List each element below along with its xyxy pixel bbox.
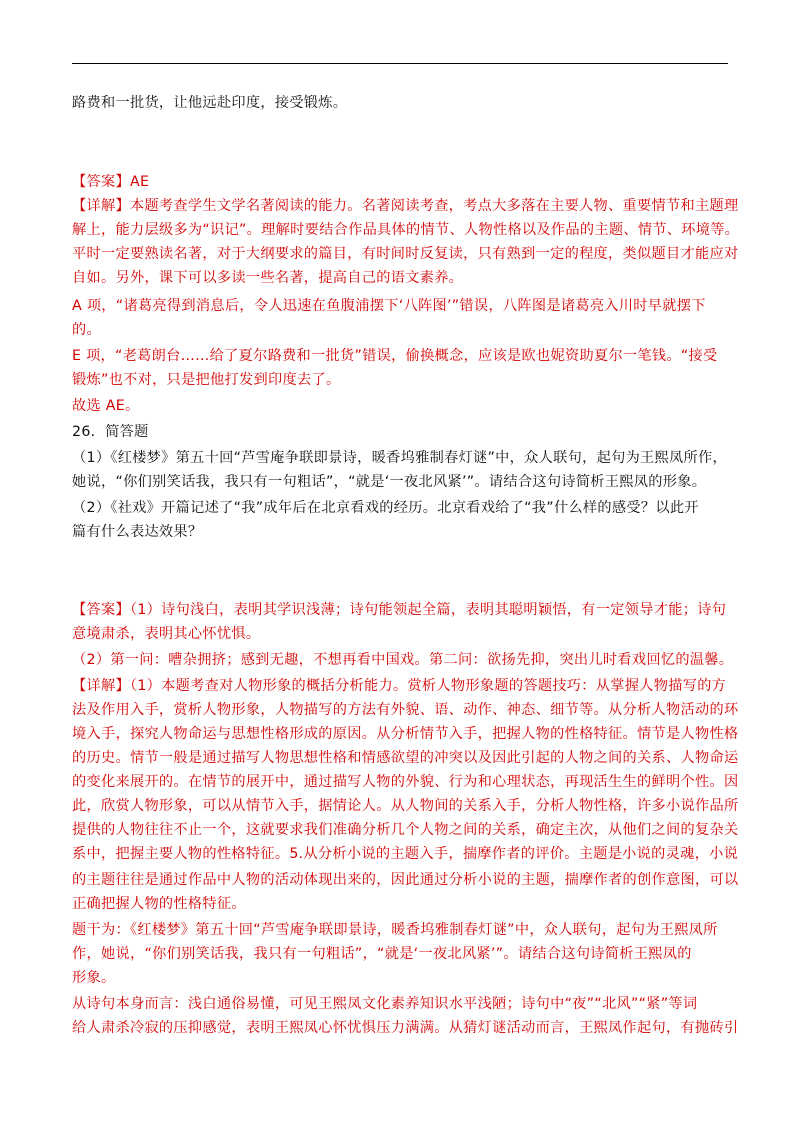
- q26-answer-line: 意境肃杀，表明其心怀忧惧。: [72, 626, 261, 642]
- q26-detail-line: 给人肃杀冷寂的压抑感觉，表明王熙凤心怀忧惧压力满满。从猜灯谜活动而言，王熙凤作起句，有抛砖引: [72, 1020, 739, 1036]
- header-rule: [72, 63, 728, 64]
- q25-detail-line: A 项，“诸葛亮得到消息后，令人迅速在鱼腹浦摆下‘八阵图’”错误，八阵图是诸葛亮入川时早就摆下: [72, 298, 706, 314]
- q26-detail-line: 此，欣赏人物形象，可以从情节入手，据情论人。从人物间的关系入手，分析人物性格，许多小说作品所: [72, 798, 739, 814]
- q26-detail-line: 的主题往往是通过作品中人物的活动体现出来的，因此通过分析小说的主题，揣摩作者的创作意图，可以: [72, 872, 739, 888]
- continuation-line: 路费和一批货，让他远赴印度，接受锻炼。: [72, 95, 348, 111]
- q26-answer-line: 【答案】（1）诗句浅白，表明其学识浅薄；诗句能领起全篇，表明其聪明颖悟，有一定领导才能；诗句: [72, 602, 727, 618]
- q25-detail-line: 解上，能力层级多为“识记”。理解时要结合作品具体的情节、人物性格以及作品的主题、情节、环境等。: [72, 222, 740, 238]
- q26-answer-line: （2）第一问：嘈杂拥挤；感到无趣，不想再看中国戏。第二问：欲扬先抑，突出儿时看戏回忆的温馨。: [72, 652, 734, 668]
- q26-detail-line: 题干为：《红楼梦》第五十回“芦雪庵争联即景诗，暖香坞雅制春灯谜”中，众人联句，起句为王熙凤所: [72, 922, 718, 938]
- q26-question-line: （1）《红楼梦》第五十回“芦雪庵争联即景诗，暖香坞雅制春灯谜”中，众人联句，起句为王熙凤所作，: [72, 450, 727, 466]
- q26-detail-line: 提供的人物往往不止一个，这就要求我们准确分析几个人物之间的关系，确定主次，从他们之间的复杂关: [72, 822, 739, 838]
- q26-question-line: 她说，“你们别笑话我，我只有一句粗话”，“就是‘一夜北风紧’”。请结合这句诗简析王熙凤的形象。: [72, 474, 707, 490]
- q26-detail-line: 正确把握人物的性格特征。: [72, 896, 246, 912]
- q26-detail-line: 形象。: [72, 970, 116, 986]
- q25-detail-line: 【详解】本题考查学生文学名著阅读的能力。名著阅读考查，考点大多落在主要人物、重要情节和主题理: [72, 198, 739, 214]
- q26-detail-line: 作，她说，“你们别笑话我，我只有一句粗话”，“就是‘一夜北风紧’”。请结合这句诗简析王熙凤的: [72, 946, 692, 962]
- q26-detail-line: 的变化来展开的。在情节的展开中，通过描写人物的外貌、行为和心理状态，再现活生生的鲜明个性。因: [72, 774, 739, 790]
- q26-title: 26．简答题: [72, 424, 149, 440]
- q25-detail-line: 平时一定要熟读名著，对于大纲要求的篇目，有时间时反复读，只有熟到一定的程度，类似题目才能应对: [72, 246, 739, 262]
- q26-detail-line: 系中，把握主要人物的性格特征。5.从分析小说的主题入手，揣摩作者的评价。主题是小说的灵魂，小说: [72, 846, 739, 862]
- q25-detail-line: 锻炼”也不对，只是把他打发到印度去了。: [72, 372, 341, 388]
- q25-detail-line: 故选 AE。: [72, 398, 140, 414]
- q25-detail-line: 自如。另外，课下可以多读一些名著，提高自己的语文素养。: [72, 270, 464, 286]
- q26-detail-line: 从诗句本身而言：浅白通俗易懂，可见王熙凤文化素养知识水平浅陋；诗句中“夜”“北风”“紧”等词: [72, 996, 698, 1012]
- q25-answer: 【答案】AE: [72, 174, 150, 190]
- q26-detail-line: 【详解】（1）本题考查对人物形象的概括分析能力。赏析人物形象题的答题技巧：从掌握人物描写的方: [72, 678, 727, 694]
- q25-detail-line: 的。: [72, 322, 101, 338]
- q26-question-line: 篇有什么表达效果？: [72, 524, 203, 540]
- q26-detail-line: 的历史。情节一般是通过描写人物思想性格和情感欲望的冲突以及因此引起的人物之间的关系、人物命运: [72, 750, 739, 766]
- q26-question-line: （2）《社戏》开篇记述了“我”成年后在北京看戏的经历。北京看戏给了“我”什么样的感受？以此开: [72, 500, 699, 516]
- q25-detail-line: E 项，“老葛朗台……给了夏尔路费和一批货”错误，偷换概念，应该是欧也妮资助夏尔一笔钱。“接受: [72, 348, 718, 364]
- q26-detail-line: 境入手，探究人物命运与思想性格形成的原因。从分析情节入手，把握人物的性格特征。情节是人物性格: [72, 726, 739, 742]
- q26-detail-line: 法及作用入手，赏析人物形象，人物描写的方法有外貌、语、动作、神态、细节等。从分析人物活动的环: [72, 702, 739, 718]
